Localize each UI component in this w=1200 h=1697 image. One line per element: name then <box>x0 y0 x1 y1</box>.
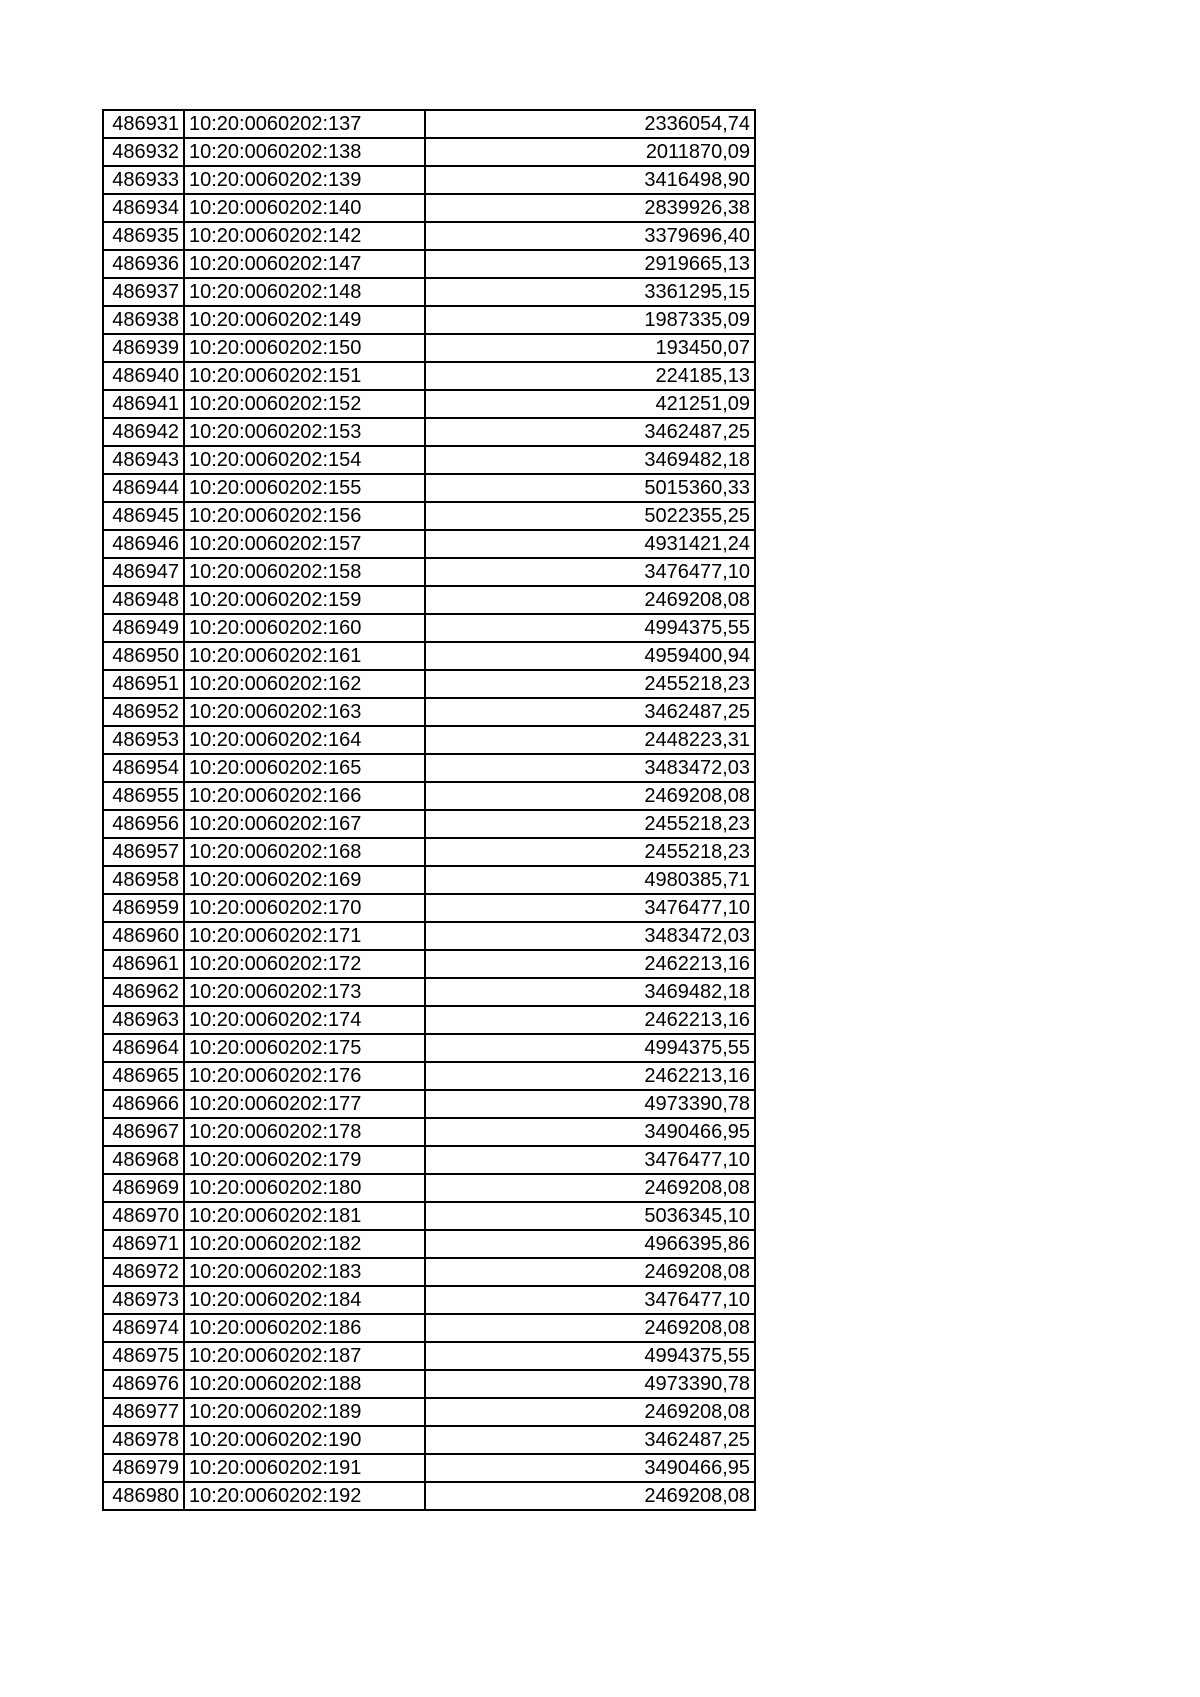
table-row <box>103 1398 755 1426</box>
table-row <box>103 166 755 194</box>
cadastral-number-cell: 10:20:0060202:180 <box>184 1174 425 1202</box>
cadastral-value-cell: 3469482,18 <box>425 446 755 474</box>
cadastral-number-cell: 10:20:0060202:178 <box>184 1118 425 1146</box>
table-row <box>103 754 755 782</box>
table-row <box>103 922 755 950</box>
table-row <box>103 222 755 250</box>
cadastral-value-cell: 2469208,08 <box>425 1398 755 1426</box>
cadastral-value-cell: 2011870,09 <box>425 138 755 166</box>
cadastral-value-cell: 4980385,71 <box>425 866 755 894</box>
row-number-cell: 486931 <box>103 110 184 138</box>
cadastral-value-cell: 224185,13 <box>425 362 755 390</box>
table-row <box>103 418 755 446</box>
row-number-cell: 486963 <box>103 1006 184 1034</box>
cadastral-number-cell: 10:20:0060202:169 <box>184 866 425 894</box>
cadastral-number-cell: 10:20:0060202:175 <box>184 1034 425 1062</box>
cadastral-value-cell: 2469208,08 <box>425 1314 755 1342</box>
cadastral-value-cell: 3490466,95 <box>425 1454 755 1482</box>
table-row <box>103 894 755 922</box>
cadastral-value-table <box>102 109 756 1511</box>
row-number-cell: 486961 <box>103 950 184 978</box>
table-row <box>103 1090 755 1118</box>
table-row <box>103 586 755 614</box>
table-row <box>103 446 755 474</box>
cadastral-number-cell: 10:20:0060202:160 <box>184 614 425 642</box>
cadastral-number-cell: 10:20:0060202:181 <box>184 1202 425 1230</box>
cadastral-number-cell: 10:20:0060202:170 <box>184 894 425 922</box>
cadastral-value-cell: 4959400,94 <box>425 642 755 670</box>
cadastral-value-cell: 3379696,40 <box>425 222 755 250</box>
cadastral-number-cell: 10:20:0060202:142 <box>184 222 425 250</box>
cadastral-value-cell: 421251,09 <box>425 390 755 418</box>
cadastral-value-cell: 3483472,03 <box>425 754 755 782</box>
table-row <box>103 782 755 810</box>
table-row <box>103 1286 755 1314</box>
row-number-cell: 486940 <box>103 362 184 390</box>
cadastral-number-cell: 10:20:0060202:184 <box>184 1286 425 1314</box>
cadastral-value-cell: 4994375,55 <box>425 1034 755 1062</box>
table-row <box>103 502 755 530</box>
row-number-cell: 486966 <box>103 1090 184 1118</box>
cadastral-value-cell: 4994375,55 <box>425 614 755 642</box>
row-number-cell: 486979 <box>103 1454 184 1482</box>
cadastral-number-cell: 10:20:0060202:192 <box>184 1482 425 1510</box>
cadastral-number-cell: 10:20:0060202:168 <box>184 838 425 866</box>
row-number-cell: 486965 <box>103 1062 184 1090</box>
row-number-cell: 486934 <box>103 194 184 222</box>
table-row <box>103 1230 755 1258</box>
cadastral-value-cell: 3462487,25 <box>425 418 755 446</box>
cadastral-number-cell: 10:20:0060202:176 <box>184 1062 425 1090</box>
cadastral-number-cell: 10:20:0060202:139 <box>184 166 425 194</box>
cadastral-number-cell: 10:20:0060202:137 <box>184 110 425 138</box>
cadastral-value-cell: 2469208,08 <box>425 782 755 810</box>
row-number-cell: 486973 <box>103 1286 184 1314</box>
row-number-cell: 486971 <box>103 1230 184 1258</box>
row-number-cell: 486936 <box>103 250 184 278</box>
table-row <box>103 1342 755 1370</box>
row-number-cell: 486955 <box>103 782 184 810</box>
cadastral-number-cell: 10:20:0060202:159 <box>184 586 425 614</box>
row-number-cell: 486939 <box>103 334 184 362</box>
table-row <box>103 194 755 222</box>
table-row <box>103 1062 755 1090</box>
cadastral-value-cell: 4973390,78 <box>425 1370 755 1398</box>
cadastral-value-cell: 3462487,25 <box>425 698 755 726</box>
table-row <box>103 1258 755 1286</box>
row-number-cell: 486950 <box>103 642 184 670</box>
cadastral-number-cell: 10:20:0060202:140 <box>184 194 425 222</box>
row-number-cell: 486960 <box>103 922 184 950</box>
table-row <box>103 1482 755 1510</box>
cadastral-value-cell: 3476477,10 <box>425 1286 755 1314</box>
cadastral-number-cell: 10:20:0060202:167 <box>184 810 425 838</box>
cadastral-value-cell: 4973390,78 <box>425 1090 755 1118</box>
cadastral-number-cell: 10:20:0060202:148 <box>184 278 425 306</box>
cadastral-value-cell: 2469208,08 <box>425 586 755 614</box>
row-number-cell: 486951 <box>103 670 184 698</box>
row-number-cell: 486959 <box>103 894 184 922</box>
cadastral-number-cell: 10:20:0060202:177 <box>184 1090 425 1118</box>
table-row <box>103 306 755 334</box>
row-number-cell: 486948 <box>103 586 184 614</box>
row-number-cell: 486935 <box>103 222 184 250</box>
row-number-cell: 486968 <box>103 1146 184 1174</box>
cadastral-value-cell: 3476477,10 <box>425 894 755 922</box>
cadastral-value-cell: 2469208,08 <box>425 1258 755 1286</box>
cadastral-value-cell: 5015360,33 <box>425 474 755 502</box>
cadastral-value-cell: 1987335,09 <box>425 306 755 334</box>
row-number-cell: 486958 <box>103 866 184 894</box>
cadastral-value-cell: 2455218,23 <box>425 810 755 838</box>
table-row <box>103 866 755 894</box>
row-number-cell: 486932 <box>103 138 184 166</box>
cadastral-number-cell: 10:20:0060202:158 <box>184 558 425 586</box>
table-row <box>103 390 755 418</box>
cadastral-value-cell: 2336054,74 <box>425 110 755 138</box>
cadastral-number-cell: 10:20:0060202:188 <box>184 1370 425 1398</box>
cadastral-value-cell: 4966395,86 <box>425 1230 755 1258</box>
cadastral-value-cell: 2469208,08 <box>425 1482 755 1510</box>
row-number-cell: 486980 <box>103 1482 184 1510</box>
row-number-cell: 486957 <box>103 838 184 866</box>
table-row <box>103 670 755 698</box>
cadastral-value-cell: 2455218,23 <box>425 838 755 866</box>
cadastral-number-cell: 10:20:0060202:154 <box>184 446 425 474</box>
cadastral-value-cell: 2462213,16 <box>425 1062 755 1090</box>
cadastral-number-cell: 10:20:0060202:190 <box>184 1426 425 1454</box>
table-row <box>103 474 755 502</box>
cadastral-number-cell: 10:20:0060202:164 <box>184 726 425 754</box>
table-row <box>103 138 755 166</box>
cadastral-value-cell: 3483472,03 <box>425 922 755 950</box>
cadastral-number-cell: 10:20:0060202:189 <box>184 1398 425 1426</box>
table-row <box>103 278 755 306</box>
cadastral-number-cell: 10:20:0060202:161 <box>184 642 425 670</box>
table-row <box>103 1314 755 1342</box>
table-row <box>103 1174 755 1202</box>
cadastral-value-cell: 5022355,25 <box>425 502 755 530</box>
table-row <box>103 1034 755 1062</box>
cadastral-value-cell: 3361295,15 <box>425 278 755 306</box>
cadastral-number-cell: 10:20:0060202:165 <box>184 754 425 782</box>
row-number-cell: 486964 <box>103 1034 184 1062</box>
cadastral-number-cell: 10:20:0060202:186 <box>184 1314 425 1342</box>
row-number-cell: 486978 <box>103 1426 184 1454</box>
table-row <box>103 838 755 866</box>
row-number-cell: 486954 <box>103 754 184 782</box>
table-row <box>103 978 755 1006</box>
cadastral-value-cell: 4931421,24 <box>425 530 755 558</box>
table-row <box>103 1370 755 1398</box>
cadastral-number-cell: 10:20:0060202:173 <box>184 978 425 1006</box>
cadastral-value-cell: 2839926,38 <box>425 194 755 222</box>
row-number-cell: 486972 <box>103 1258 184 1286</box>
cadastral-number-cell: 10:20:0060202:183 <box>184 1258 425 1286</box>
cadastral-number-cell: 10:20:0060202:174 <box>184 1006 425 1034</box>
row-number-cell: 486962 <box>103 978 184 1006</box>
table-row <box>103 362 755 390</box>
row-number-cell: 486953 <box>103 726 184 754</box>
cadastral-value-cell: 193450,07 <box>425 334 755 362</box>
cadastral-value-cell: 3476477,10 <box>425 1146 755 1174</box>
row-number-cell: 486975 <box>103 1342 184 1370</box>
row-number-cell: 486943 <box>103 446 184 474</box>
table-row <box>103 810 755 838</box>
cadastral-value-cell: 5036345,10 <box>425 1202 755 1230</box>
cadastral-number-cell: 10:20:0060202:156 <box>184 502 425 530</box>
table-row <box>103 1454 755 1482</box>
row-number-cell: 486946 <box>103 530 184 558</box>
table-row <box>103 614 755 642</box>
table-row <box>103 1118 755 1146</box>
row-number-cell: 486944 <box>103 474 184 502</box>
row-number-cell: 486947 <box>103 558 184 586</box>
cadastral-number-cell: 10:20:0060202:162 <box>184 670 425 698</box>
cadastral-value-cell: 2469208,08 <box>425 1174 755 1202</box>
cadastral-number-cell: 10:20:0060202:147 <box>184 250 425 278</box>
table-row <box>103 698 755 726</box>
cadastral-number-cell: 10:20:0060202:138 <box>184 138 425 166</box>
row-number-cell: 486967 <box>103 1118 184 1146</box>
cadastral-number-cell: 10:20:0060202:191 <box>184 1454 425 1482</box>
row-number-cell: 486933 <box>103 166 184 194</box>
row-number-cell: 486956 <box>103 810 184 838</box>
table-row <box>103 334 755 362</box>
cadastral-number-cell: 10:20:0060202:166 <box>184 782 425 810</box>
cadastral-number-cell: 10:20:0060202:151 <box>184 362 425 390</box>
row-number-cell: 486945 <box>103 502 184 530</box>
cadastral-value-cell: 3469482,18 <box>425 978 755 1006</box>
row-number-cell: 486977 <box>103 1398 184 1426</box>
row-number-cell: 486937 <box>103 278 184 306</box>
cadastral-value-cell: 2462213,16 <box>425 1006 755 1034</box>
cadastral-number-cell: 10:20:0060202:153 <box>184 418 425 446</box>
cadastral-number-cell: 10:20:0060202:157 <box>184 530 425 558</box>
table-row <box>103 250 755 278</box>
table-row <box>103 726 755 754</box>
cadastral-number-cell: 10:20:0060202:182 <box>184 1230 425 1258</box>
cadastral-number-cell: 10:20:0060202:163 <box>184 698 425 726</box>
row-number-cell: 486941 <box>103 390 184 418</box>
table-row <box>103 1146 755 1174</box>
row-number-cell: 486952 <box>103 698 184 726</box>
cadastral-value-cell: 3490466,95 <box>425 1118 755 1146</box>
row-number-cell: 486942 <box>103 418 184 446</box>
table-row <box>103 1202 755 1230</box>
cadastral-number-cell: 10:20:0060202:179 <box>184 1146 425 1174</box>
cadastral-value-cell: 3476477,10 <box>425 558 755 586</box>
table-row <box>103 558 755 586</box>
row-number-cell: 486949 <box>103 614 184 642</box>
cadastral-number-cell: 10:20:0060202:172 <box>184 950 425 978</box>
cadastral-number-cell: 10:20:0060202:155 <box>184 474 425 502</box>
row-number-cell: 486970 <box>103 1202 184 1230</box>
row-number-cell: 486938 <box>103 306 184 334</box>
row-number-cell: 486969 <box>103 1174 184 1202</box>
table-row <box>103 642 755 670</box>
cadastral-value-cell: 2462213,16 <box>425 950 755 978</box>
cadastral-number-cell: 10:20:0060202:149 <box>184 306 425 334</box>
cadastral-value-cell: 2448223,31 <box>425 726 755 754</box>
cadastral-value-cell: 4994375,55 <box>425 1342 755 1370</box>
table-row <box>103 1006 755 1034</box>
cadastral-value-cell: 2919665,13 <box>425 250 755 278</box>
cadastral-number-cell: 10:20:0060202:187 <box>184 1342 425 1370</box>
cadastral-number-cell: 10:20:0060202:152 <box>184 390 425 418</box>
table-body <box>103 110 755 1510</box>
row-number-cell: 486974 <box>103 1314 184 1342</box>
cadastral-value-cell: 2455218,23 <box>425 670 755 698</box>
cadastral-number-cell: 10:20:0060202:171 <box>184 922 425 950</box>
table-row <box>103 950 755 978</box>
cadastral-value-cell: 3416498,90 <box>425 166 755 194</box>
table-row <box>103 110 755 138</box>
table-row <box>103 530 755 558</box>
table-row <box>103 1426 755 1454</box>
row-number-cell: 486976 <box>103 1370 184 1398</box>
cadastral-number-cell: 10:20:0060202:150 <box>184 334 425 362</box>
cadastral-value-cell: 3462487,25 <box>425 1426 755 1454</box>
